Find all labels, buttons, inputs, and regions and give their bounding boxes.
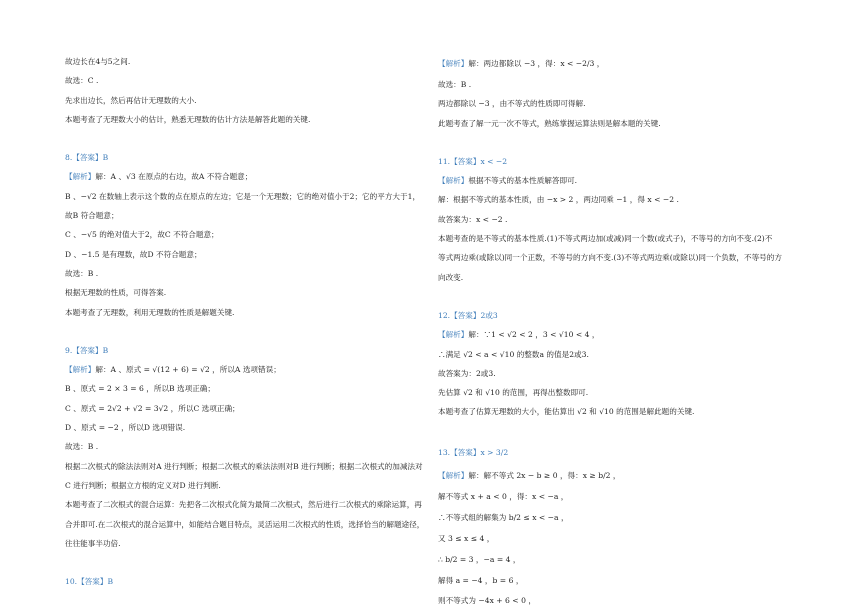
text-line: C 、原式 = 2√2 + √2 = 3√2 ，所以C 选项正确； [65,403,240,413]
text-line: D 、−1.5 是有理数，故D 不符合题意； [65,249,202,259]
text-line: 根据无理数的性质，可得答案. [65,288,167,298]
answer-heading: 10.【答案】B [65,577,114,587]
text-line: 解：根据不等式的基本性质，由 −x > 2 ，两边同乘 −1 ，得 x < −2 . [438,195,679,205]
text-line: B 、−√2 在数轴上表示这个数的点在原点的左边；它是一个无理数；它的绝对值小于2；它的平方大于1， [65,191,421,201]
text-line: 故选：B . [438,80,472,89]
text-line: 故选：B . [65,442,99,452]
analysis-tag: 【解析】 [438,470,469,480]
text-line: 先估算 √2 和 √10 的范围，再得出整数即可. [438,388,589,398]
text-line: 解得 a = −4 ，b = 6 ， [438,576,524,586]
text-line: 先求出边长，然后再估计无理数的大小. [65,95,197,105]
text-line: 故B 符合题意； [65,211,119,221]
analysis-line: 【解析】解：A 、√3 在原点的右边，故A 不符合题意； [65,172,253,182]
text-line: C 、−√5 的绝对值大于2，故C 不符合题意； [65,230,219,240]
text-line: 本题考查了无理数大小的估计，熟悉无理数的估计方法是解答此题的关键. [65,114,311,124]
analysis-tag: 【解析】 [438,176,469,186]
text-line: 故边长在4与5之间. [65,57,131,66]
text-line: 等式两边乘(或除以)同一个正数，不等号的方向不变.(3)不等式两边乘(或除以)同一个负数，不等号的方 [438,253,782,263]
text-line: 故答案为：x < −2 . [438,214,508,224]
answer-heading: 11.【答案】x < −2 [438,156,508,166]
answer-heading: 12.【答案】2或3 [438,310,498,320]
analysis-line: 【解析】解：A 、原式 = √(12 + 6) = √2 ，所以A 选项错误； [65,365,281,375]
text-line: B 、原式 = 2 × 3 = 6 ，所以B 选项正确； [65,384,215,394]
analysis-line: 【解析】解：两边都除以 −3 ，得：x < −2/3 ， [438,59,605,68]
answer-heading: 9.【答案】B [65,345,109,355]
text-line: 两边都除以 −3 ，由不等式的性质即可得解. [438,99,586,109]
text-line: C 进行判断；根据立方根的定义对D 进行判断. [65,480,221,490]
right-column [438,52,798,610]
analysis-tag: 【解析】 [65,365,96,375]
left-column [65,52,425,591]
text-line: 合并即可.在二次根式的混合运算中，如能结合题目特点，灵活运用二次根式的性质，选择恰当的解题途径， [65,519,425,529]
analysis-tag: 【解析】 [438,330,469,340]
text-line: 故答案为：2或3. [438,368,496,378]
text-line: 解不等式 x + a < 0 ，得：x < −a ， [438,491,569,501]
text-line: ∴ b/2 = 3 ，−a = 4 ， [438,555,521,565]
text-line: 故选：C . [65,76,99,86]
analysis-line: 【解析】解：解不等式 2x − b ≥ 0 ，得：x ≥ b/2 ， [438,470,621,480]
text-line: 此题考查了解一元一次不等式，熟练掌握运算法则是解本题的关键. [438,118,661,128]
text-line: ∴不等式组的解集为 b/2 ≤ x < −a ， [438,513,569,523]
text-line: 往往能事半功倍. [65,538,121,548]
text-line: 本题考查了估算无理数的大小，能估算出 √2 和 √10 的范围是解此题的关键. [438,407,695,417]
text-line: 则不等式为 −4x + 6 < 0 ， [438,595,536,605]
text-line: 故选：B . [65,268,99,278]
analysis-line: 【解析】解：∵1 < √2 < 2 ，3 < √10 < 4 ， [438,330,600,340]
text-line: 根据二次根式的除法法则对A 进行判断；根据二次根式的乘法法则对B 进行判断；根据二次根式的加减法对 [65,461,423,471]
answer-heading: 13.【答案】x > 3/2 [438,447,509,457]
text-line: D 、原式 = −2 ，所以D 选项错误. [65,423,186,433]
analysis-tag: 【解析】 [65,172,96,182]
text-line: 本题考查了无理数，利用无理数的性质是解题关键. [65,307,235,317]
text-line: 又 3 ≤ x ≤ 4 ， [438,534,495,544]
analysis-line: 【解析】根据不等式的基本性质解答即可. [438,176,578,186]
answer-heading: 8.【答案】B [65,153,109,163]
text-line: 向改变. [438,272,464,282]
analysis-tag: 【解析】 [438,59,469,68]
text-line: ∴满足 √2 < a < √10 的整数a 的值是2或3. [438,349,589,359]
text-line: 本题考查的是不等式的基本性质.(1)不等式两边加(或减)同一个数(或式子)，不等号的方向不变.(2)不 [438,234,773,244]
text-line: 本题考查了二次根式的混合运算：先把各二次根式化简为最简二次根式，然后进行二次根式的乘除运算，再 [65,500,422,510]
